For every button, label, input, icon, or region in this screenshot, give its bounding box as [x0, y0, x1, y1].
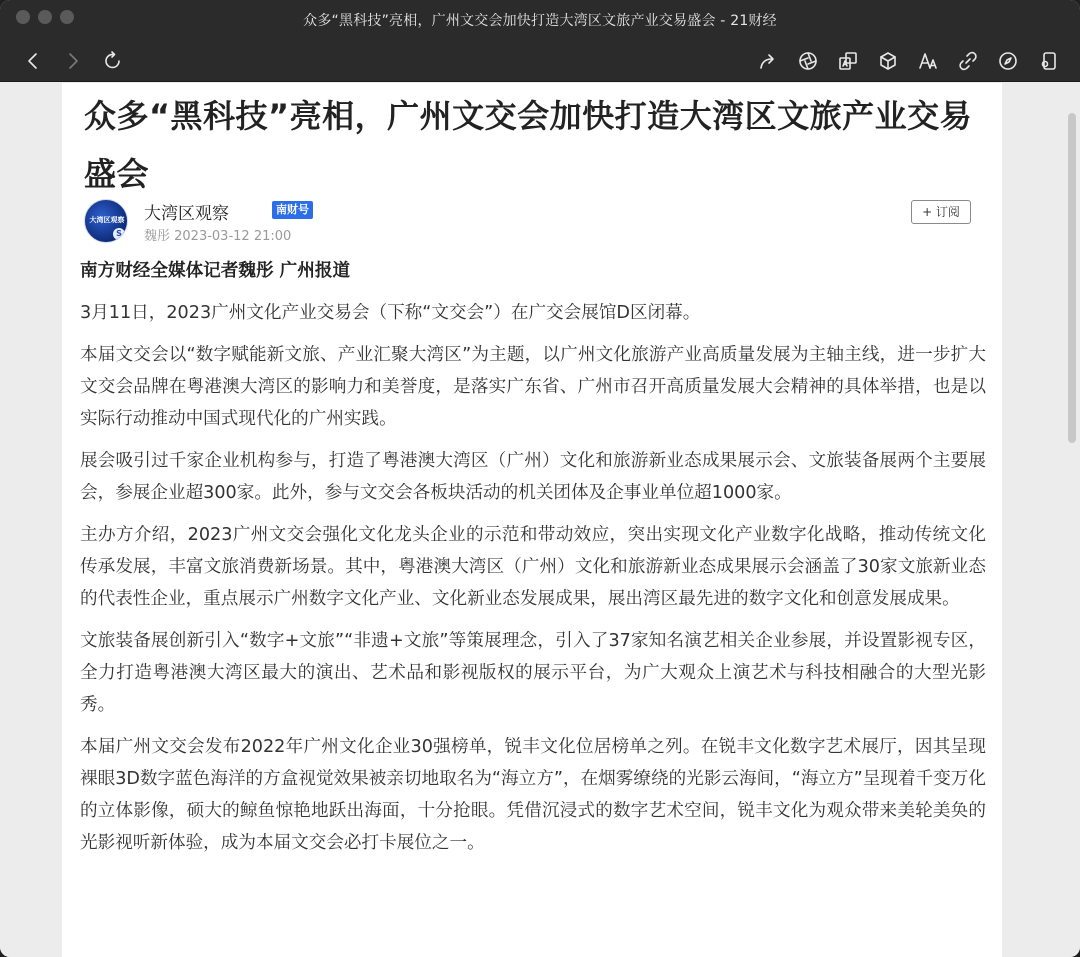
article-page — [62, 83, 1002, 957]
article-body — [80, 255, 986, 869]
article-title: 众多“黑科技”亮相，广州文交会加快打造大湾区文旅产业交易盛会 — [84, 97, 973, 193]
paragraph: 文旅装备展创新引入“数字+文旅”“非遗+文旅”等策展理念，引入了37家知名演艺相关企业参展，并设置影视专区，全力打造粤港澳大湾区最大的演出、艺术品和影视版权的展示平台，为广大观众上演艺术与科技相融合的大型光影秀。 — [80, 631, 986, 715]
paragraph: 3月11日，2023广州文化产业交易会（下称“文交会”）在广交会展馆D区闭幕。 — [80, 303, 701, 323]
text-size-button[interactable] — [915, 48, 941, 74]
share-icon — [757, 50, 779, 72]
back-icon — [22, 50, 44, 72]
window-title: 众多“黑科技”亮相，广州文交会加快打造大湾区文旅产业交易盛会 - 21财经 — [303, 13, 777, 29]
subscribe-button[interactable]: + 订阅 — [911, 200, 971, 224]
cube-icon — [877, 50, 899, 72]
author-name[interactable]: 大湾区观察 — [144, 204, 229, 224]
paragraph: 本届广州文交会发布2022年广州文化企业30强榜单，锐丰文化位居榜单之列。在锐丰文化数字艺术展厅，因其呈现裸眼3D数字蓝色海洋的方盒视觉效果被亲切地取名为“海立方”，在烟雾缭绕的光影云海间，“海立方”呈现着千变万化的立体影像，硕大的鲸鱼惊艳地跃出海面，十分抢眼。凭借沉浸式的数字艺术空间，锐丰文化为观众带来美轮美奂的光影视听新体验，成为本届文交会必打卡展位之一。 — [80, 737, 986, 853]
title-bar — [0, 0, 1080, 40]
cube-button[interactable] — [875, 48, 901, 74]
page-viewport[interactable] — [0, 83, 1080, 957]
vertical-scrollbar[interactable] — [1068, 113, 1076, 443]
paragraph: 本届文交会以“数字赋能新文旅、产业汇聚大湾区”为主题，以广州文化旅游产业高质量发展为主轴主线，进一步扩大文交会品牌在粤港澳大湾区的影响力和美誉度，是落实广东省、广州市召开高质量发展大会精神的具体举措，也是以实际行动推动中国式现代化的广州实践。 — [80, 345, 986, 429]
paragraph: 展会吸引过千家企业机构参与，打造了粤港澳大湾区（广州）文化和旅游新业态成果展示会、文旅装备展两个主要展会，参展企业超300家。此外，参与文交会各板块活动的机关团体及企事业单位超1000家。 — [80, 451, 986, 503]
avatar[interactable] — [84, 199, 128, 243]
reload-icon — [102, 50, 124, 72]
author-badge: 南财号 — [272, 201, 313, 219]
link-icon — [957, 50, 979, 72]
back-button[interactable] — [20, 48, 46, 74]
aperture-button[interactable] — [795, 48, 821, 74]
text-size-icon — [917, 50, 939, 72]
avatar-logo-text: 大湾区观察 — [89, 216, 125, 224]
compass-icon — [997, 50, 1019, 72]
author-meta: 魏彤 2023-03-12 21:00 — [144, 229, 292, 244]
aperture-icon — [797, 50, 819, 72]
forward-button[interactable] — [60, 48, 86, 74]
phone-icon — [1037, 50, 1059, 72]
toolbar — [0, 40, 1080, 82]
paragraph: 主办方介绍，2023广州文交会强化文化龙头企业的示范和带动效应，突出实现文化产业数字化战略，推动传统文化传承发展，丰富文旅消费新场景。其中，粤港澳大湾区（广州）文化和旅游新业态成果展示会涵盖了30家文旅新业态的代表性企业，重点展示广州数字文化产业、文化新业态发展成果，展出湾区最先进的数字文化和创意发展成果。 — [80, 525, 986, 609]
avatar-badge: S — [113, 228, 125, 240]
author-row — [84, 199, 984, 245]
byline: 南方财经全媒体记者魏彤 广州报道 — [80, 261, 351, 281]
share-button[interactable] — [755, 48, 781, 74]
link-button[interactable] — [955, 48, 981, 74]
translate-button[interactable] — [835, 48, 861, 74]
compass-button[interactable] — [995, 48, 1021, 74]
translate-icon — [837, 50, 859, 72]
reload-button[interactable] — [100, 48, 126, 74]
forward-icon — [62, 50, 84, 72]
phone-button[interactable] — [1035, 48, 1061, 74]
